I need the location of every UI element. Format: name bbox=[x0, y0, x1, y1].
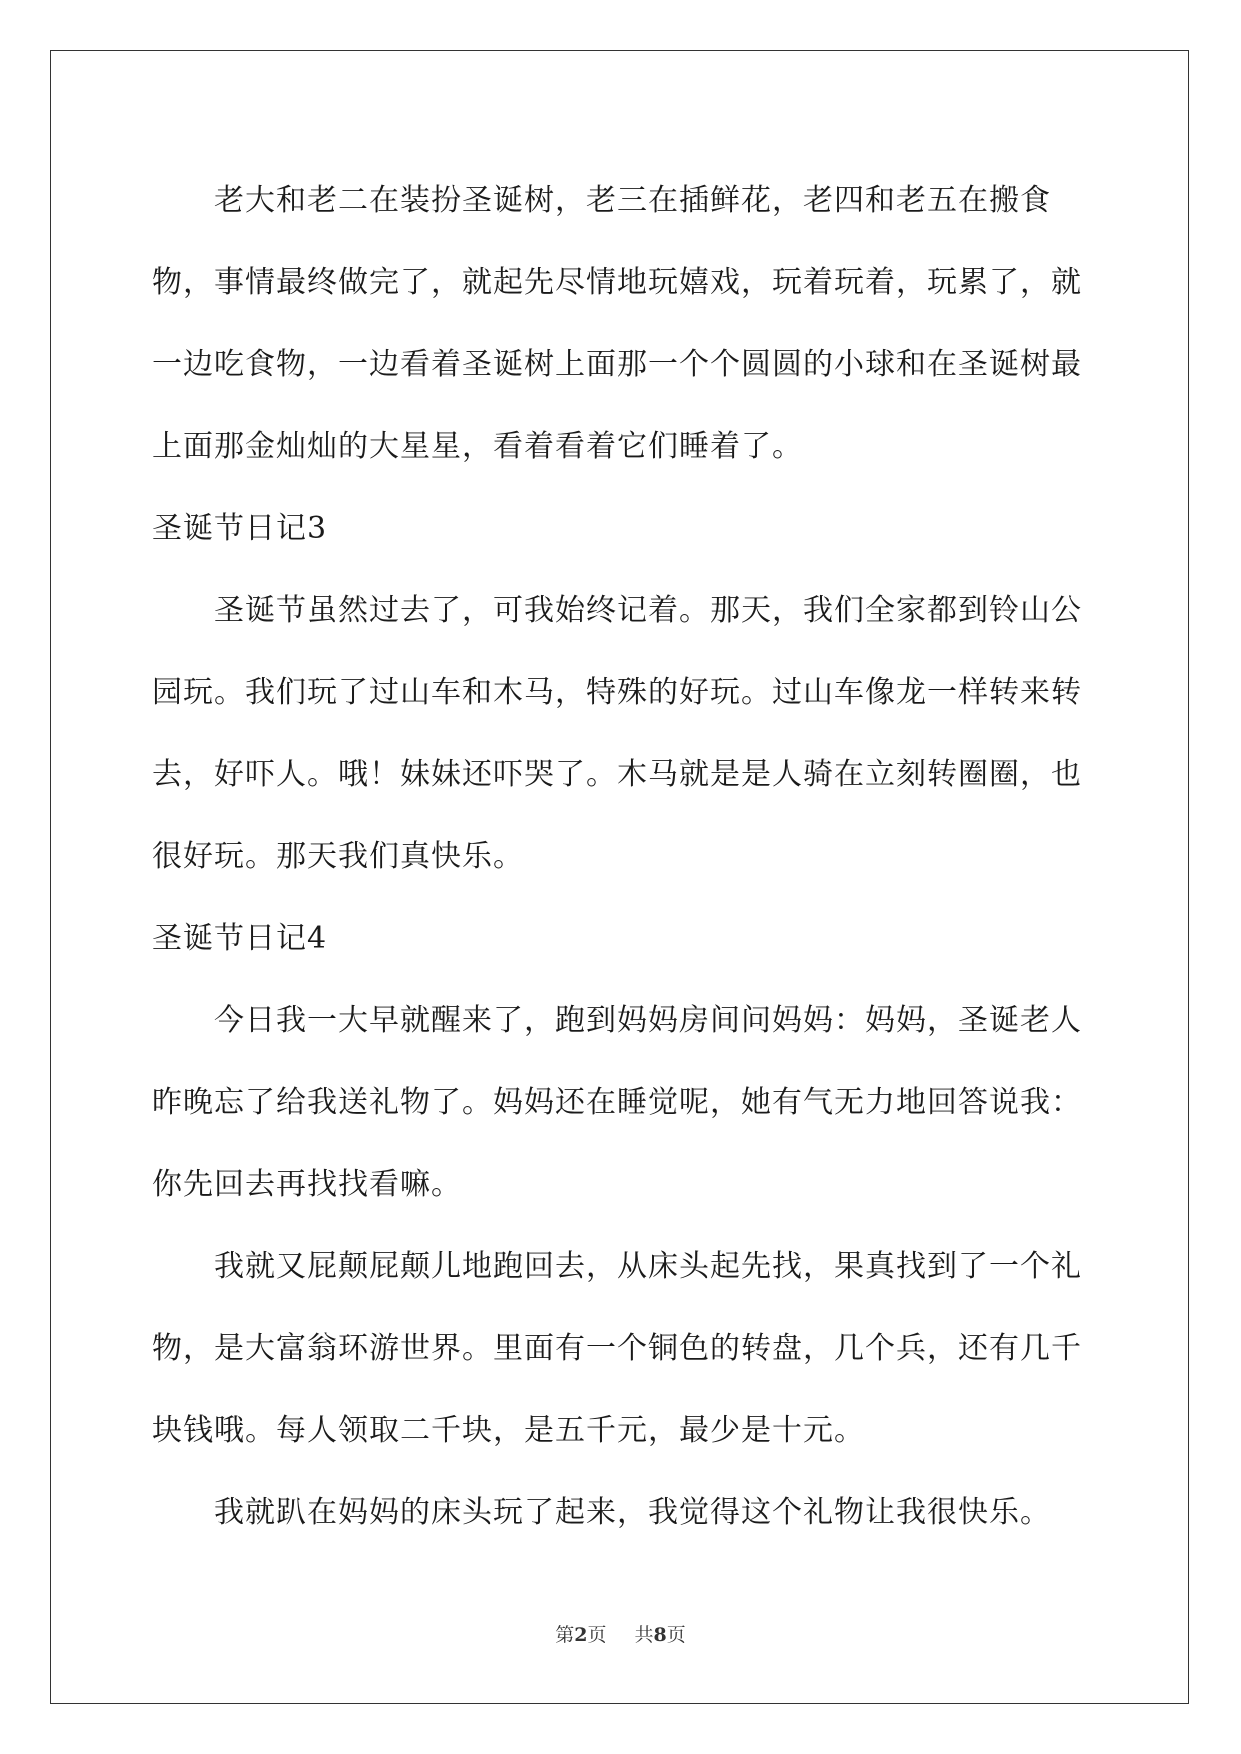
section-heading-4: 圣诞节日记4 bbox=[152, 921, 328, 956]
paragraph-5: 我就趴在妈妈的床头玩了起来，我觉得这个礼物让我很快乐。 bbox=[214, 1495, 1051, 1530]
footer-page-suffix: 页 bbox=[587, 1624, 607, 1646]
current-page-number: 2 bbox=[574, 1624, 588, 1646]
page-footer bbox=[0, 1620, 1241, 1647]
footer-prefix: 第 bbox=[555, 1624, 575, 1646]
footer-total-prefix: 共 bbox=[634, 1624, 654, 1646]
paragraph-2: 圣诞节虽然过去了，可我始终记着。那天，我们全家都到铃山公园玩。我们玩了过山车和木马，特殊的好玩。过山车像龙一样转来转去，好吓人。哦！妹妹还吓哭了。木马就是是人骑在立刻转圈圈，也很好玩。那天我们真快乐。 bbox=[152, 593, 1082, 874]
paragraph-3: 今日我一大早就醒来了，跑到妈妈房间问妈妈：妈妈，圣诞老人昨晚忘了给我送礼物了。妈妈还在睡觉呢，她有气无力地回答说我：你先回去再找找看嘛。 bbox=[152, 1003, 1082, 1202]
total-page-number: 8 bbox=[653, 1624, 667, 1646]
paragraph-4: 我就又屁颠屁颠儿地跑回去，从床头起先找，果真找到了一个礼物，是大富翁环游世界。里面有一个铜色的转盘，几个兵，还有几千块钱哦。每人领取二千块，是五千元，最少是十元。 bbox=[152, 1249, 1082, 1448]
paragraph-1: 老大和老二在装扮圣诞树，老三在插鲜花，老四和老五在搬食物，事情最终做完了，就起先尽情地玩嬉戏，玩着玩着，玩累了，就一边吃食物，一边看着圣诞树上面那一个个圆圆的小球和在圣诞树最上面那金灿灿的大星星，看着看着它们睡着了。 bbox=[152, 183, 1082, 464]
document-body bbox=[152, 160, 1092, 1554]
section-heading-3: 圣诞节日记3 bbox=[152, 511, 328, 546]
footer-total-suffix: 页 bbox=[666, 1624, 686, 1646]
